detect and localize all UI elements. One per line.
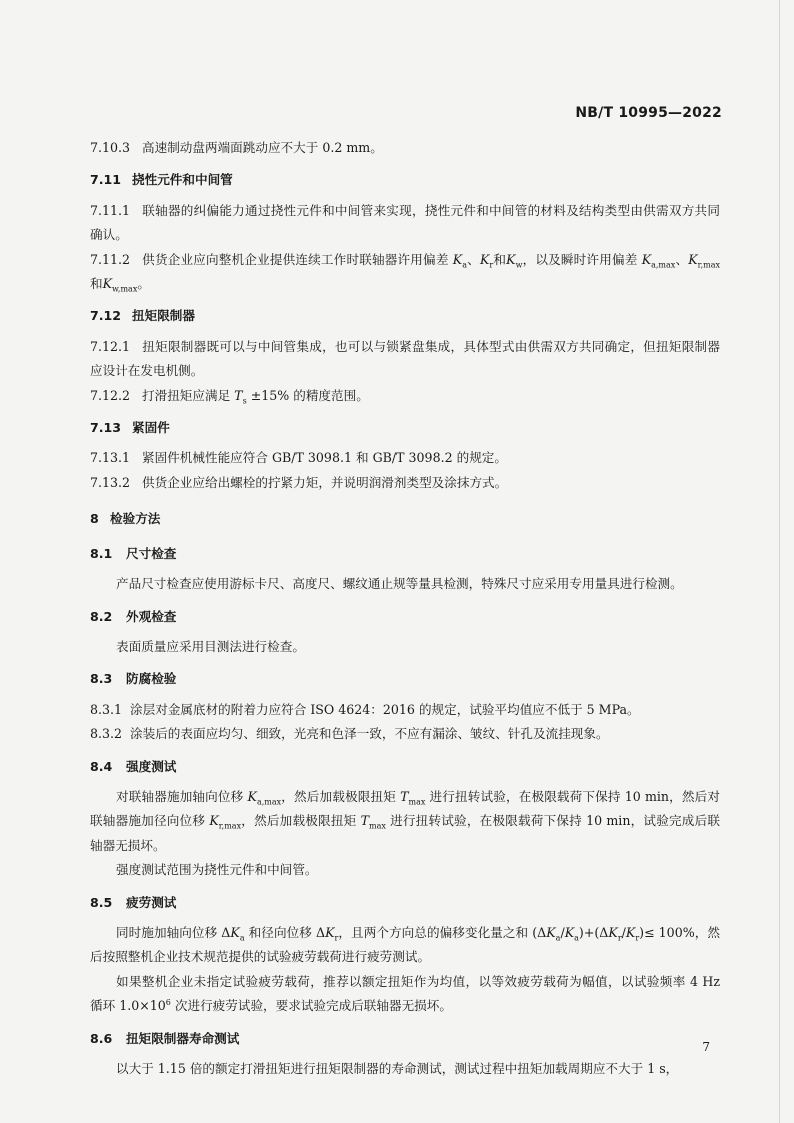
heading-number: 8 — [90, 511, 99, 527]
heading-number: 8.6 — [90, 1030, 113, 1046]
paragraph-8-2: 表面质量应采用目测法进行检查。 — [116, 638, 305, 654]
page-number: 7 — [702, 1040, 710, 1054]
heading-7-11 — [90, 168, 720, 192]
exponent: 6 — [165, 998, 171, 1007]
heading-title: 外观检查 — [126, 608, 177, 624]
paragraph-8-5-2: 如果整机企业未指定试验疲劳载荷，推荐以额定扭矩作为均值，以等效疲劳载荷为幅值，以试验频率 4 Hz 循环 $1.0\times 10^6$ 次进行疲劳试验，要求试验完成后联轴器无损坏。 — [90, 973, 720, 1014]
heading-title: 尺寸检查 — [126, 545, 177, 561]
heading-8-6 — [90, 1027, 720, 1051]
paragraph-8-5-1: 同时施加轴向位移 $\Delta K_a$ 和径向位移 $\Delta K_r$，且两个方向总的偏移变化量之和 $(\Delta K_a/K_a)+(\Delta K_r/K_r)\le 100\%$，然后按照整机企业技术规范提供的试验疲劳载荷进行疲劳测试。 — [90, 924, 720, 965]
heading-number: 8.1 — [90, 545, 113, 561]
document-body — [90, 136, 720, 1081]
heading-title: 扭矩限制器 — [132, 308, 195, 324]
heading-number: 8.4 — [90, 758, 113, 774]
heading-number: 7.12 — [90, 308, 122, 324]
clause-text: 打滑扭矩应满足 — [142, 387, 235, 403]
heading-title: 挠性元件和中间管 — [132, 172, 233, 188]
clause-number: 8.3.2 — [90, 726, 123, 742]
heading-title: 强度测试 — [126, 758, 177, 774]
heading-title: 检验方法 — [110, 511, 161, 527]
heading-number: 7.13 — [90, 420, 122, 436]
symbol-tmax: $T_{max}$ — [360, 813, 386, 831]
heading-7-13 — [90, 416, 720, 440]
symbol-kr: $K_r$ — [608, 924, 622, 943]
paragraph-8-4-2: 强度测试范围为挠性元件和中间管。 — [116, 862, 318, 878]
symbol-ka-max: $K_{a,max}$ — [641, 251, 676, 270]
clause-text: 供货企业应向整机企业提供连续工作时联轴器许用偏差 — [142, 251, 453, 267]
symbol-ka: $K_a$ — [452, 251, 467, 270]
clause-7-11-2: 7.11.2 供货企业应向整机企业提供连续工作时联轴器许用偏差 $K_a$、$K_r$和$K_w$，以及瞬时许用偏差 $K_{a,max}$、$K_{r,max}$和$K_{w,max}$。 — [90, 248, 720, 297]
heading-number: 8.2 — [90, 608, 113, 624]
clause-number: 7.11.2 — [90, 251, 131, 267]
heading-8-3 — [90, 667, 720, 691]
clause-8-3-2 — [90, 722, 720, 746]
heading-8-2 — [90, 605, 720, 629]
clause-7-12-2: 7.12.2 打滑扭矩应满足 $T_s \pm 15\%$ 的精度范围。 — [90, 384, 720, 408]
symbol-tmax: $T_{max}$ — [400, 788, 426, 807]
page-edge-line — [779, 0, 780, 1123]
clause-text: 涂层对金属底材的附着力应符合 ISO 4624：2016 的规定，试验平均值应不低于 5 MPa。 — [130, 701, 640, 717]
clause-7-11-1 — [90, 199, 720, 248]
heading-title: 疲劳测试 — [126, 894, 177, 910]
symbol-kw-max: $K_{w,max}$ — [102, 276, 138, 294]
clause-number: 7.13.1 — [90, 450, 131, 466]
symbol-kr: $K_r$ — [325, 924, 339, 943]
heading-number: 8.3 — [90, 671, 113, 687]
paragraph-8-6: 以大于 1.15 倍的额定打滑扭矩进行扭矩限制器的寿命测试，测试过程中扭矩加载周期应不大于 1 s， — [116, 1061, 679, 1076]
clause-number: 7.13.2 — [90, 474, 131, 490]
symbol-kw: $K_w$ — [506, 251, 523, 270]
clause-number: 8.3.1 — [90, 701, 123, 717]
clause-7-12-1 — [90, 335, 720, 384]
heading-8-5 — [90, 891, 720, 915]
symbol-ka-max: $K_{a,max}$ — [247, 788, 282, 807]
symbol-ka: $K_a$ — [230, 924, 245, 943]
clause-text: 紧固件机械性能应符合 GB/T 3098.1 和 GB/T 3098.2 的规定。 — [142, 450, 507, 466]
clause-number: 7.11.1 — [90, 202, 131, 218]
paragraph-8-4-1: 对联轴器施加轴向位移 $K_{a,max}$，然后加载极限扭矩 $T_{max}$ 进行扭转试验，在极限载荷下保持 10 min，然后对联轴器施加径向位移 $K_{r,max}$，然后加载极限扭矩 $T_{max}$ 进行扭转试验，在极限载荷下保持 10 min，试验完成后联轴器无损坏。 — [90, 788, 720, 853]
clause-number: 7.10.3 — [90, 140, 131, 155]
clause-text: 供货企业应给出螺栓的拧紧力矩，并说明润滑剂类型及涂抹方式。 — [142, 474, 508, 490]
symbol-ka: $K_a$ — [546, 924, 561, 943]
symbol-kr-max: $K_{r,max}$ — [209, 813, 242, 831]
clause-text: 涂装后的表面应均匀、细致，光亮和色泽一致，不应有漏涂、皱纹、针孔及流挂现象。 — [130, 726, 609, 742]
paragraph-8-1: 产品尺寸检查应使用游标卡尺、高度尺、螺纹通止规等量具检测，特殊尺寸应采用专用量具进行检测。 — [116, 576, 683, 592]
heading-8 — [90, 507, 720, 531]
symbol-ts: $T_s$ — [234, 387, 247, 406]
clause-text: 联轴器的纠偏能力通过挠性元件和中间管来实现，挠性元件和中间管的材料及结构类型由供需双方共同确认。 — [90, 202, 720, 243]
heading-title: 防腐检验 — [126, 671, 177, 687]
heading-title: 扭矩限制器寿命测试 — [126, 1030, 240, 1046]
heading-8-1 — [90, 542, 720, 566]
clause-7-10-3 — [90, 136, 720, 160]
clause-number: 7.12.1 — [90, 338, 131, 354]
symbol-kr: $K_r$ — [479, 251, 494, 270]
clause-number: 7.12.2 — [90, 387, 131, 403]
clause-8-3-1 — [90, 698, 720, 722]
heading-8-4 — [90, 755, 720, 779]
clause-text: 扭矩限制器既可以与中间管集成，也可以与锁紧盘集成，具体型式由供需双方共同确定，但扭矩限制器应设计在发电机侧。 — [90, 338, 720, 379]
symbol-kr-max: $K_{r,max}$ — [688, 251, 721, 270]
clause-7-13-2 — [90, 471, 720, 495]
symbol-kr: $K_r$ — [625, 924, 640, 943]
symbol-ka: $K_a$ — [564, 924, 579, 943]
clause-text: 高速制动盘两端面跳动应不大于 0.2 mm。 — [142, 140, 383, 155]
standard-number: NB/T 10995—2022 — [575, 105, 722, 121]
heading-number: 7.11 — [90, 172, 122, 188]
heading-7-12 — [90, 304, 720, 328]
clause-7-13-1 — [90, 446, 720, 470]
heading-number: 8.5 — [90, 894, 113, 910]
heading-title: 紧固件 — [132, 420, 170, 436]
